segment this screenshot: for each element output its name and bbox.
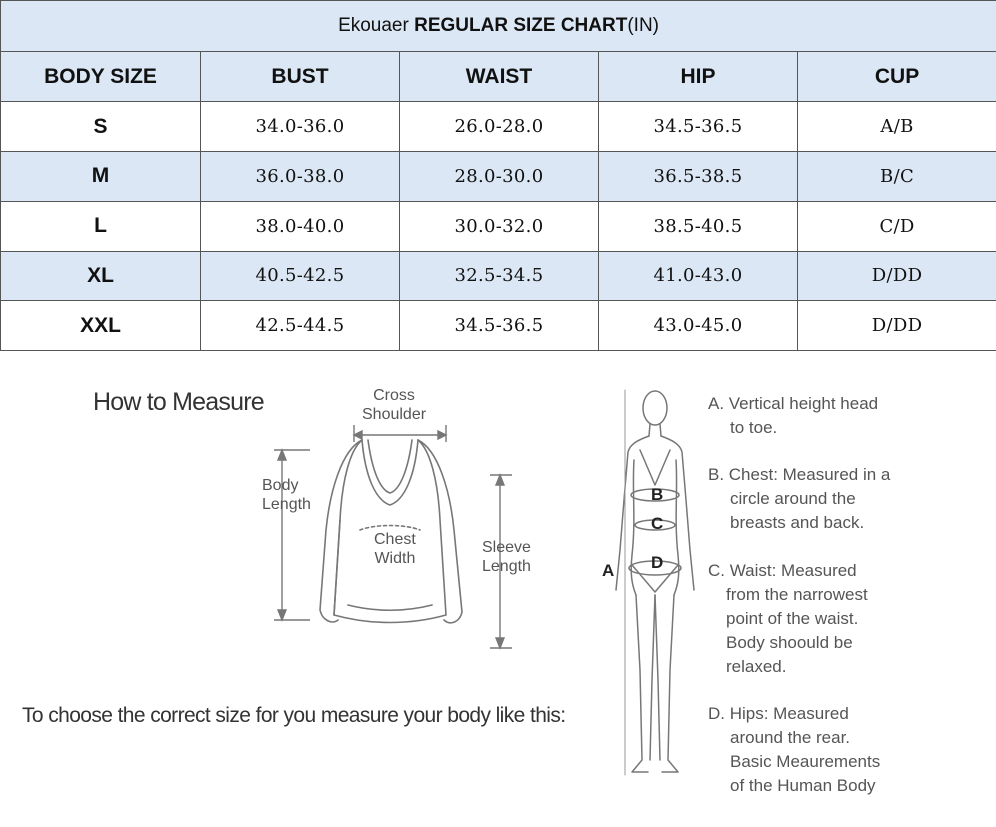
cup-cell: D/DD [798,251,996,301]
cup-cell: D/DD [798,301,996,351]
hip-cell: 43.0-45.0 [599,301,798,351]
figure-letter-b: B [651,485,664,504]
header-hip: HIP [599,51,798,102]
header-cup: CUP [798,51,996,102]
cup-cell: B/C [798,152,996,202]
cup-cell: C/D [798,201,996,251]
bust-cell: 42.5-44.5 [201,301,400,351]
table-row [1,301,996,351]
figure-letter-d: D [651,553,664,572]
body-length-label: Body Length [262,477,311,513]
figure-letter-a: A [602,561,615,580]
cross-shoulder-label: Cross Shoulder [362,387,427,423]
size-cell: S [1,102,201,152]
size-cell: XL [1,251,201,301]
waist-cell: 26.0-28.0 [400,102,599,152]
header-body-size: BODY SIZE [1,51,201,102]
description-b: B. Chest: Measured in a circle around the breasts and back. [708,465,891,532]
waist-cell: 32.5-34.5 [400,251,599,301]
cup-cell: A/B [798,102,996,152]
hip-cell: 41.0-43.0 [599,251,798,301]
table-row [1,102,996,152]
size-cell: M [1,152,201,202]
hip-cell: 34.5-36.5 [599,102,798,152]
header-waist: WAIST [400,51,599,102]
sleeve-length-label: Sleeve Length [482,539,531,575]
figure-letter-c: C [651,514,664,533]
measure-instruction: To choose the correct size for you measure your body like this: [22,704,566,727]
bust-cell: 36.0-38.0 [201,152,400,202]
hip-cell: 36.5-38.5 [599,152,798,202]
bust-cell: 34.0-36.0 [201,102,400,152]
hip-cell: 38.5-40.5 [599,201,798,251]
description-a: A. Vertical height head to toe. [708,394,879,437]
table-row [1,201,996,251]
table-row [1,152,996,202]
how-to-measure-title: How to Measure [93,388,264,416]
description-d: D. Hips: Measured around the rear. Basic Meaurements of the Human Body [708,704,881,795]
bust-cell: 40.5-42.5 [201,251,400,301]
waist-cell: 28.0-30.0 [400,152,599,202]
waist-cell: 30.0-32.0 [400,201,599,251]
chest-width-label: Chest Width [374,531,416,567]
size-cell: XXL [1,301,201,351]
size-chart-table [0,0,996,351]
header-bust: BUST [201,51,400,102]
table-title: Ekouaer REGULAR SIZE CHART(IN) [1,1,996,52]
description-c: C. Waist: Measured from the narrowest point of the waist. Body shoould be relaxed. [708,561,868,676]
bust-cell: 38.0-40.0 [201,201,400,251]
table-header-row [1,51,996,102]
size-cell: L [1,201,201,251]
table-row [1,251,996,301]
waist-cell: 34.5-36.5 [400,301,599,351]
